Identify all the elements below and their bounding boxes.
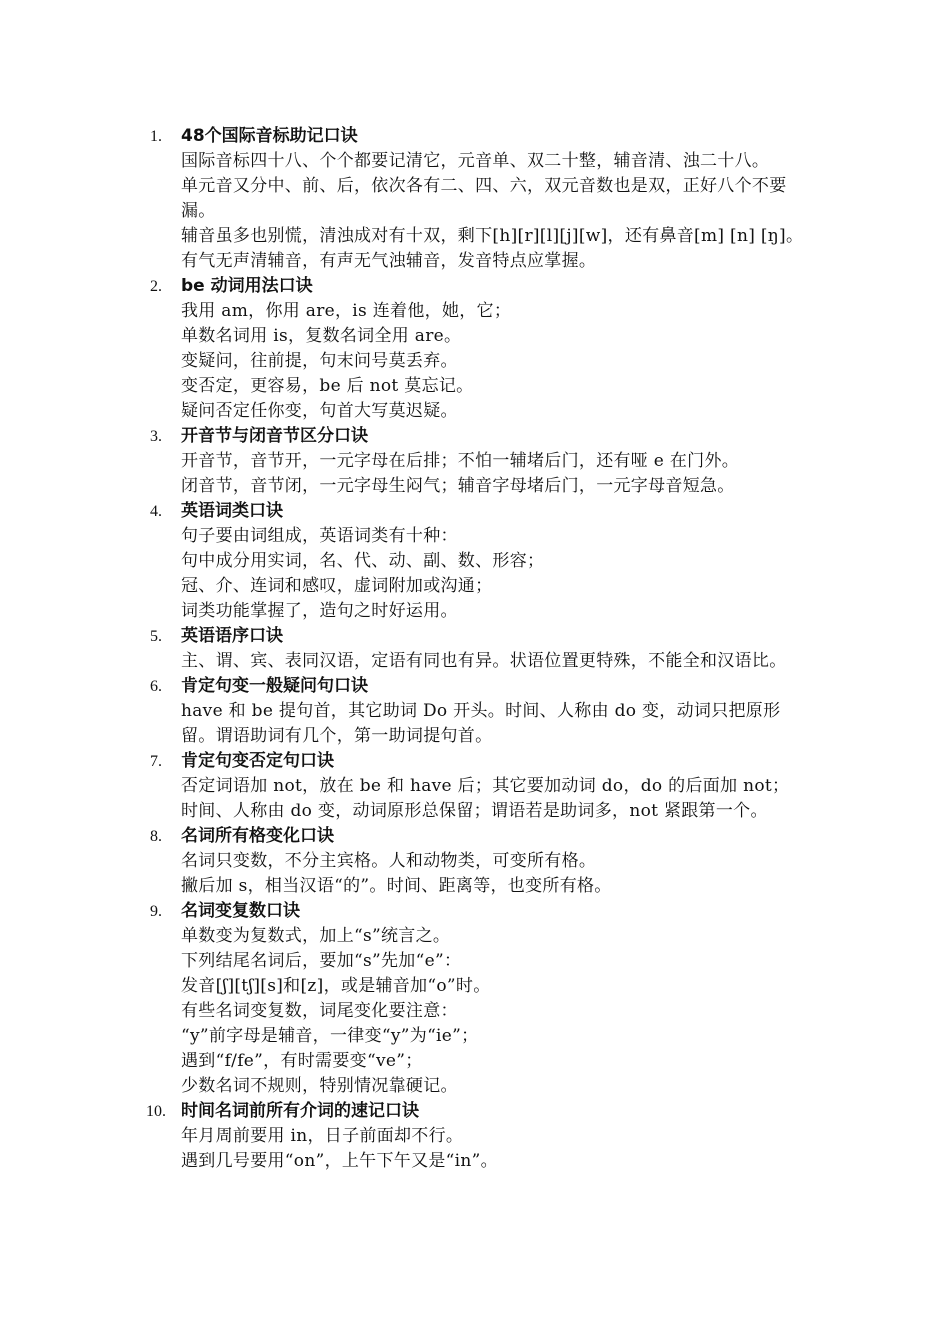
body-text-line: 年月周前要用 in，日子前面却不行。 (181, 1126, 464, 1146)
body-text-line: 名词只变数，不分主宾格。人和动物类，可变所有格。 (181, 851, 597, 871)
list-item (0, 124, 950, 274)
body-text-line: 单数变为复数式，加上“s”统言之。 (181, 926, 451, 946)
section-heading: 名词变复数口诀 (181, 901, 300, 921)
item-number: 8. (150, 828, 162, 845)
body-text-line: 主、谓、宾、表同汉语，定语有同也有异。状语位置更特殊，不能全和汉语比。 (181, 651, 787, 671)
section-heading: 名词所有格变化口诀 (181, 826, 334, 846)
body-text-line: 遇到几号要用“on”，上午下午又是“in”。 (181, 1151, 498, 1171)
body-text-line: 单数名词用 is，复数名词全用 are。 (181, 326, 462, 346)
body-text-line: 撇后加 s，相当汉语“的”。时间、距离等，也变所有格。 (181, 876, 612, 896)
section-heading: 肯定句变否定句口诀 (181, 751, 334, 771)
body-text-line: 有气无声清辅音，有声无气浊辅音，发音特点应掌握。 (181, 251, 597, 271)
body-text-line: 句中成分用实词，名、代、动、副、数、形容； (181, 551, 545, 571)
body-text-line: 有些名词变复数，词尾变化要注意： (181, 1001, 458, 1021)
body-text-line: 辅音虽多也别慌，清浊成对有十双，剩下[h][r][l][j][w]，还有鼻音[m] [n] [ŋ]。 (181, 226, 804, 246)
list-item (0, 899, 950, 1099)
body-text-line: 变疑问，往前提，句末问号莫丢弃。 (181, 351, 458, 371)
body-text-line: 遇到“f/fe”，有时需要变“ve”； (181, 1051, 423, 1071)
section-heading: 肯定句变一般疑问句口诀 (181, 676, 368, 696)
body-text-line: 疑问否定任你变，句首大写莫迟疑。 (181, 401, 458, 421)
section-heading: 英语词类口诀 (181, 501, 283, 521)
item-number: 6. (150, 678, 162, 695)
item-number: 3. (150, 428, 162, 445)
section-heading: be 动词用法口诀 (181, 276, 313, 296)
section-heading: 英语语序口诀 (181, 626, 283, 646)
list-item (0, 674, 950, 749)
body-text-line: 句子要由词组成，英语词类有十种： (181, 526, 458, 546)
item-number: 1. (150, 128, 162, 145)
body-text-line: 少数名词不规则，特别情况靠硬记。 (181, 1076, 458, 1096)
body-text-line: 闭音节，音节闭，一元字母生闷气；辅音字母堵后门，一元字母音短急。 (181, 476, 735, 496)
body-text-line: 变否定，更容易，be 后 not 莫忘记。 (181, 376, 474, 396)
item-number: 7. (150, 753, 162, 770)
section-heading: 开音节与闭音节区分口诀 (181, 426, 368, 446)
list-item (0, 749, 950, 824)
body-text-line: 下列结尾名词后，要加“s”先加“e”： (181, 951, 462, 971)
list-item (0, 824, 950, 899)
body-text-line: 发音[ʃ][tʃ][s]和[z]，或是辅音加“o”时。 (181, 976, 491, 996)
body-text-line: 冠、介、连词和感叹，虚词附加或沟通； (181, 576, 493, 596)
body-text-line: 国际音标四十八、个个都要记清它，元音单、双二十整，辅音清、浊二十八。 (181, 151, 770, 171)
body-text-line: 开音节，音节开，一元字母在后排；不怕一辅堵后门，还有哑 e 在门外。 (181, 451, 740, 471)
body-text-line: 时间、人称由 do 变，动词原形总保留；谓语若是助词多，not 紧跟第一个。 (181, 801, 768, 821)
body-text-line: have 和 be 提句首，其它助词 Do 开头。时间、人称由 do 变，动词只把原形留。谓语助词有几个，第一助词提句首。 (181, 701, 781, 746)
body-text-line: 我用 am，你用 are，is 连着他，她，它； (181, 301, 512, 321)
list-item (0, 274, 950, 424)
body-text-line: “y”前字母是辅音，一律变“y”为“ie”； (181, 1026, 479, 1046)
item-number: 10. (146, 1103, 166, 1120)
mnemonic-list (0, 124, 950, 1174)
item-number: 4. (150, 503, 162, 520)
list-item (0, 499, 950, 624)
body-text-line: 否定词语加 not，放在 be 和 have 后；其它要加动词 do，do 的后面加 not； (181, 776, 790, 796)
section-heading: 时间名词前所有介词的速记口诀 (181, 1101, 419, 1121)
list-item (0, 424, 950, 499)
body-text-line: 词类功能掌握了，造句之时好运用。 (181, 601, 458, 621)
item-number: 9. (150, 903, 162, 920)
list-item (0, 1099, 950, 1174)
item-number: 2. (150, 278, 162, 295)
item-number: 5. (150, 628, 162, 645)
section-heading: 48个国际音标助记口诀 (181, 126, 358, 146)
list-item (0, 624, 950, 674)
body-text-line: 单元音又分中、前、后，依次各有二、四、六，双元音数也是双，正好八个不要漏。 (181, 176, 787, 221)
